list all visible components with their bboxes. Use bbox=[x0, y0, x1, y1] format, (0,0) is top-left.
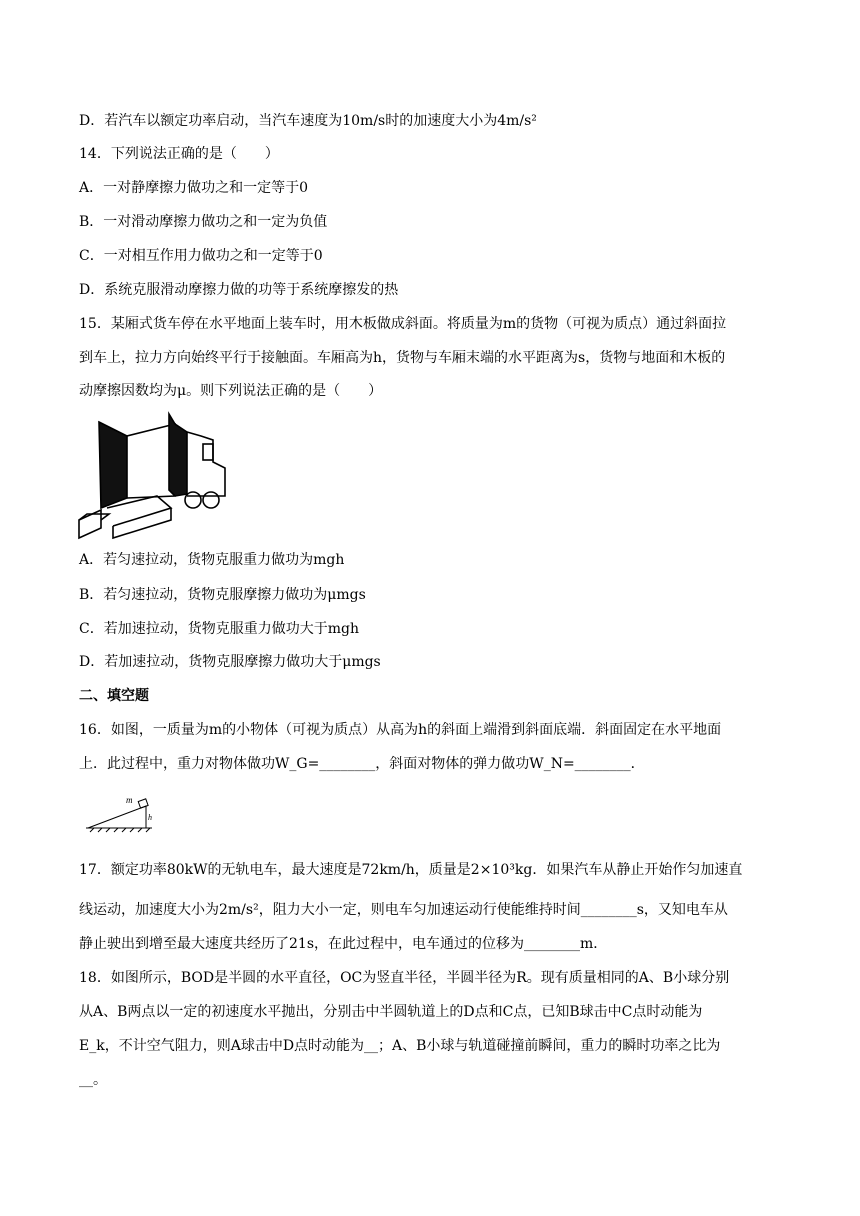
line-q18-stem-3: E_k，不计空气阻力，则A球击中D点时动能为__；A、B小球与轨道碰撞前瞬间，重力的瞬时功率之比为 bbox=[79, 1038, 721, 1054]
line-q17-stem-1: 17．额定功率80kW的无轨电车，最大速度是72km/h，质量是2×10³kg．如果汽车从静止开始作匀加速直 bbox=[79, 862, 743, 878]
line-q15-b: B．若匀速拉动，货物克服摩擦力做功为μmgs bbox=[79, 587, 366, 603]
line-q15-stem-1: 15．某厢式货车停在水平地面上装车时，用木板做成斜面。将质量为m的货物（可视为质点）通过斜面拉 bbox=[79, 316, 727, 332]
line-q15-stem-2: 到车上，拉力方向始终平行于接触面。车厢高为h，货物与车厢末端的水平距离为s，货物与地面和木板的 bbox=[79, 350, 726, 366]
incline-label-m: m bbox=[126, 795, 133, 805]
truck-figure bbox=[77, 410, 235, 542]
line-q14-b: B．一对滑动摩擦力做功之和一定为负值 bbox=[79, 214, 328, 230]
incline-label-h: h bbox=[148, 813, 152, 822]
line-q18-stem-2: 从A、B两点以一定的初速度水平抛出，分别击中半圆轨道上的D点和C点，已知B球击中C点时动能为 bbox=[79, 1004, 703, 1020]
line-q14-a: A．一对静摩擦力做功之和一定等于0 bbox=[79, 180, 309, 196]
incline-figure bbox=[84, 790, 164, 834]
line-q18-stem-4: __。 bbox=[79, 1072, 107, 1088]
line-q15-stem-3: 动摩擦因数均为μ。则下列说法正确的是（ ） bbox=[79, 383, 383, 399]
line-q14-d: D．系统克服滑动摩擦力做的功等于系统摩擦发的热 bbox=[79, 282, 399, 298]
line-q13-d: D．若汽车以额定功率启动，当汽车速度为10m/s时的加速度大小为4m/s² bbox=[79, 113, 537, 129]
line-q18-stem-1: 18．如图所示，BOD是半圆的水平直径，OC为竖直半径，半圆半径为R。现有质量相同的A、B小球分别 bbox=[79, 970, 730, 986]
line-q15-a: A．若匀速拉动，货物克服重力做功为mgh bbox=[79, 552, 345, 568]
line-q17-stem-2: 线运动，加速度大小为2m/s²，阻力大小一定，则电车匀加速运动行使能维持时间________s，又知电车从 bbox=[79, 902, 728, 918]
line-q17-stem-3: 静止驶出到增至最大速度共经历了21s，在此过程中，电车通过的位移为________m． bbox=[79, 936, 608, 952]
line-q16-stem-1: 16．如图，一质量为m的小物体（可视为质点）从高为h的斜面上端滑到斜面底端．斜面固定在水平地面 bbox=[79, 722, 722, 738]
line-q14-stem: 14．下列说法正确的是（ ） bbox=[79, 146, 279, 162]
line-q14-c: C．一对相互作用力做功之和一定等于0 bbox=[79, 248, 323, 264]
line-q15-d: D．若加速拉动，货物克服摩擦力做功大于μmgs bbox=[79, 654, 381, 670]
line-q16-stem-2: 上．此过程中，重力对物体做功W_G=________，斜面对物体的弹力做功W_N=________． bbox=[79, 756, 645, 772]
line-q15-c: C．若加速拉动，货物克服重力做功大于mgh bbox=[79, 621, 359, 637]
section-heading-fill-in: 二、填空题 bbox=[79, 688, 149, 704]
